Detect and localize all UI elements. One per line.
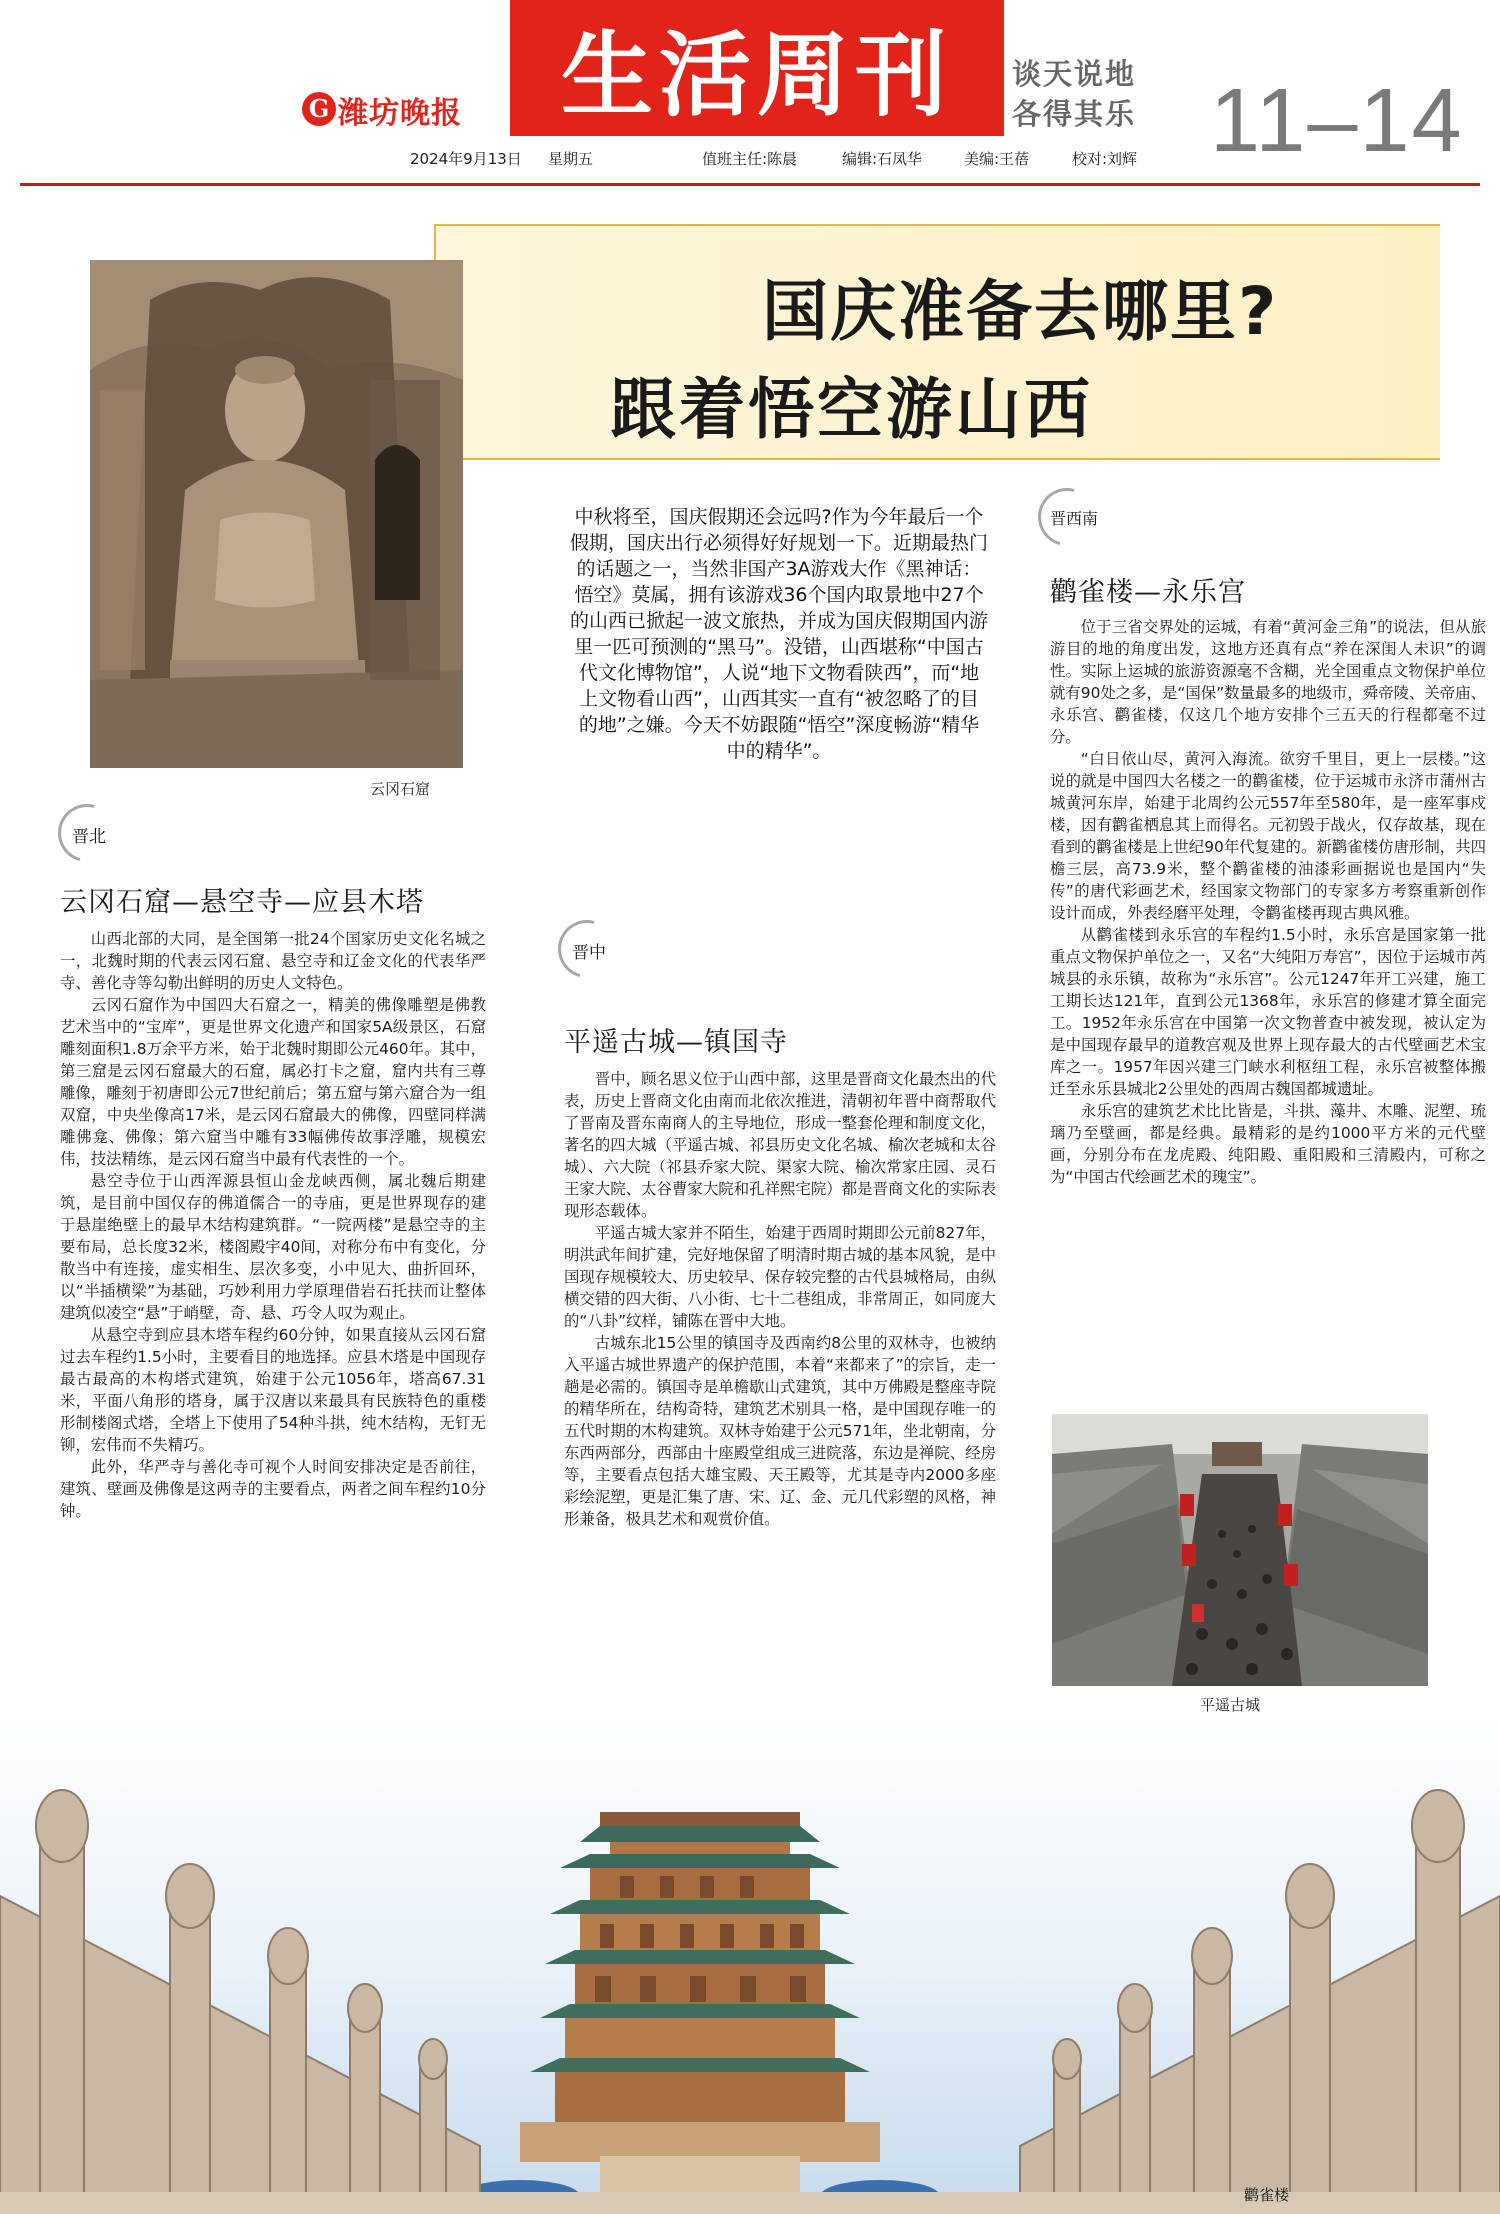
proofreader-credit: 校对:刘辉 xyxy=(1072,150,1138,168)
paragraph: 此外，华严寺与善化寺可视个人时间安排决定是否前往，建筑、壁画及佛像是这两寺的主要看点，两者之间车程约10分钟。 xyxy=(60,1458,486,1520)
paragraph: “白日依山尽，黄河入海流。欲穷千里目，更上一层楼。”这说的就是中国四大名楼之一的鹳雀楼，位于运城市永济市蒲州古城黄河东岸，始建于北周约公元557年至580年，是一座军事戍楼，因有鹳雀栖息其上而得名。元初毁于战火，仅存故基，现在看到的鹳雀楼是上世纪90年代复建的。新鹳雀楼仿唐形制，共四檐三层，高73.9米，整个鹳雀楼的油漆彩画据说也是国内“失传”的唐代彩画艺术，经国家文物部门的专家多方考察重新创作设计而成，外表经磨平处理，令鹳雀楼再现古典风雅。 xyxy=(1050,750,1486,922)
intro-text: 中秋将至，国庆假期还会远吗?作为今年最后一个假期，国庆出行必须得好好规划一下。近期最热门的话题之一，当然非国产3A游戏大作《黑神话：悟空》莫属，拥有该游戏36个国内取景地中27个的山西已掀起一波文旅热，并成为国庆假期国内游里一匹可预测的“黑马”。没错，山西堪称“中国古代文化博物馆”，人说“地下文物看陕西”，而“地上文物看山西”，山西其实一直有“被忽略了的目的地”之嫌。今天不妨跟随“悟空”深度畅游“精华中的精华”。 xyxy=(570,506,989,762)
headline-line-2: 跟着悟空游山西 xyxy=(610,371,1093,448)
slogan-line-1: 谈天说地 xyxy=(1012,57,1137,91)
section-badge-north xyxy=(58,804,120,866)
headline-box-top-line xyxy=(434,224,1440,226)
newspaper-logo-icon: G xyxy=(302,92,336,126)
paragraph: 云冈石窟作为中国四大石窟之一，精美的佛像雕塑是佛教艺术当中的“宝库”，更是世界文化遗产和国家5A级景区，石窟雕刻面积1.8万余平方米，始于北魏时期即公元460年。其中，第三窟是云冈石窟最大的石窟，属必打卡之窟，窟内共有三尊雕像，雕刻于初唐即公元7世纪前后；第五窟与第六窟合为一组双窟，中央坐像高17米，是云冈石窟最大的佛像，四壁同样满雕佛龛、佛像；第六窟当中雕有33幅佛传故事浮雕，规模宏伟，技法精练，是云冈石窟当中最有代表性的一个。 xyxy=(60,996,486,1168)
section-body-south xyxy=(1050,616,1486,1188)
badge-label: 晋中 xyxy=(572,943,606,963)
pingyao-ancient-city-photo xyxy=(1052,1414,1428,1686)
slogan-line-2: 各得其乐 xyxy=(1012,97,1137,131)
art-editor-credit: 美编:王蓓 xyxy=(964,150,1030,168)
paragraph: 古城东北15公里的镇国寺及西南约8公里的双林寺，也被纳入平遥古城世界遗产的保护范围，本着“来都来了”的宗旨，走一趟是必需的。镇国寺是单檐歇山式建筑，其中万佛殿是整座寺院的精华所在，结构奇特，建筑艺术别具一格，是中国现存唯一的五代时期的木构建筑。双林寺始建于公元571年，坐北朝南，分东西两部分，西部由十座殿堂组成三进院落，东边是禅院、经房等，主要看点包括大雄宝殿、天王殿等，尤其是寺内2000多座彩绘泥塑，更是汇集了唐、宋、辽、金、元几代彩塑的风格，神形兼备，极具艺术和观赏价值。 xyxy=(564,1334,996,1528)
paragraph: 位于三省交界处的运城，有着“黄河金三角”的说法，但从旅游目的地的角度出发，这地方还真有点“养在深闺人未识”的调性。实际上运城的旅游资源毫不含糊，光全国重点文物保护单位就有90处之多，是“国保”数量最多的地级市，舜帝陵、关帝庙、永乐宫、鹳雀楼，仅这几个地方安排个三五天的行程都毫不过分。 xyxy=(1050,618,1486,746)
paragraph: 从悬空寺到应县木塔车程约60分钟，如果直接从云冈石窟过去车程约1.5小时，主要看目的地选择。应县木塔是中国现存最古最高的木构塔式建筑，始建于公元1056年，塔高67.31米，平面八角形的塔身，属于汉唐以来最具有民族特色的重楼形制楼阁式塔，全塔上下使用了54种斗拱，纯木结构，无钉无铆，宏伟而不失精巧。 xyxy=(60,1326,486,1454)
masthead-rule xyxy=(20,183,1480,186)
tower-caption: 鹳雀楼 xyxy=(1244,2186,1290,2204)
section-body-central xyxy=(564,1068,996,1530)
tower-illustration xyxy=(0,1716,1500,2214)
issue-weekday: 星期五 xyxy=(548,150,594,168)
grotto-illustration xyxy=(90,260,463,768)
city-illustration xyxy=(1052,1414,1428,1686)
newspaper-name: 潍坊晚报 xyxy=(338,96,462,131)
paragraph: 悬空寺位于山西浑源县恒山金龙峡西侧，属北魏后期建筑，是目前中国仅存的佛道儒合一的寺庙，更是世界现存的建于悬崖绝壁上的最早木结构建筑群。“一院两楼”是悬空寺的主要布局，总长度32米，楼阁殿宇40间，对称分布中有变化，分散当中有连接，虚实相生、层次多变，小中见大、曲折回环，以“半插横梁”为基础，巧妙利用力学原理借岩石托扶而让整体建筑似凌空“悬”于峭壁，奇、悬、巧令人叹为观止。 xyxy=(60,1172,486,1322)
slogan xyxy=(1012,54,1172,134)
editor-credit: 编辑:石凤华 xyxy=(842,150,923,168)
editor-in-charge: 值班主任:陈晨 xyxy=(702,150,798,168)
grotto-caption: 云冈石窟 xyxy=(370,780,431,798)
section-title-north: 云冈石窟—悬空寺—应县木塔 xyxy=(60,887,424,918)
paragraph: 从鹳雀楼到永乐宫的车程约1.5小时，永乐宫是国家第一批重点文物保护单位之一，又名“大纯阳万寿宫”，因位于运城市芮城县的永乐镇，故称为“永乐宫”。公元1247年开工兴建，施工工期长达121年，直到公元1368年，永乐宫的修建才算全面完工。1952年永乐宫在中国第一次文物普查中被发现，被认定为是中国现存最早的道教宫观及世界上现存最大的古代壁画艺术宝库之一。1957年因兴建三门峡水利枢纽工程，永乐宫被整体搬迁至永乐县城北2公里处的西周古魏国都城遗址。 xyxy=(1050,926,1486,1098)
headline-line-1: 国庆准备去哪里? xyxy=(762,273,1279,350)
badge-label: 晋西南 xyxy=(1050,509,1099,528)
section-banner xyxy=(510,0,1004,136)
city-caption: 平遥古城 xyxy=(1200,1696,1261,1714)
section-badge-central xyxy=(558,920,620,982)
paragraph: 山西北部的大同，是全国第一批24个国家历史文化名城之一，北魏时期的代表云冈石窟、悬空寺和辽金文化的代表华严寺、善化寺等勾勒出鲜明的历史人文特色。 xyxy=(60,930,486,992)
stork-tower-photo xyxy=(0,1716,1500,2214)
section-title-central: 平遥古城—镇国寺 xyxy=(564,1027,788,1058)
paragraph: 晋中，顾名思义位于山西中部，这里是晋商文化最杰出的代表，历史上晋商文化由南而北依次推进，清朝初年晋中商帮取代了晋南及晋东南商人的主导地位，形成一整套伦理和制度文化，著名的四大城（平遥古城、祁县历史文化名城、榆次老城和太谷城）、六大院（祁县乔家大院、渠家大院、榆次常家庄园、灵石王家大院、太谷曹家大院和孔祥熙宅院）都是晋商文化的实际表现形态载体。 xyxy=(564,1070,996,1220)
section-body-north xyxy=(60,928,486,1522)
badge-label: 晋北 xyxy=(72,827,106,847)
section-name: 生活周刊 xyxy=(560,21,953,129)
page-range: 11–14 xyxy=(1210,71,1464,171)
paragraph: 平遥古城大家并不陌生，始建于西周时期即公元前827年，明洪武年间扩建，完好地保留了明清时期古城的基本风貌，是中国现存规模较大、历史较早、保存较完整的古代县城格局，由纵横交错的四大街、八小街、七十二巷组成，非常周正，如同庞大的“八卦”纹样，铺陈在晋中大地。 xyxy=(564,1224,996,1330)
section-title-south: 鹳雀楼—永乐宫 xyxy=(1050,577,1246,608)
issue-date: 2024年9月13日 xyxy=(410,150,522,168)
yungang-grottoes-photo xyxy=(90,260,463,768)
section-badge-south xyxy=(1038,488,1100,550)
paragraph: 永乐宫的建筑艺术比比皆是，斗拱、藻井、木雕、泥塑、琉璃乃至壁画，都是经典。最精彩的是约1000平方米的元代壁画，分别分布在龙虎殿、纯阳殿、重阳殿和三清殿内，可称之为“中国古代绘画艺术的瑰宝”。 xyxy=(1050,1102,1486,1186)
